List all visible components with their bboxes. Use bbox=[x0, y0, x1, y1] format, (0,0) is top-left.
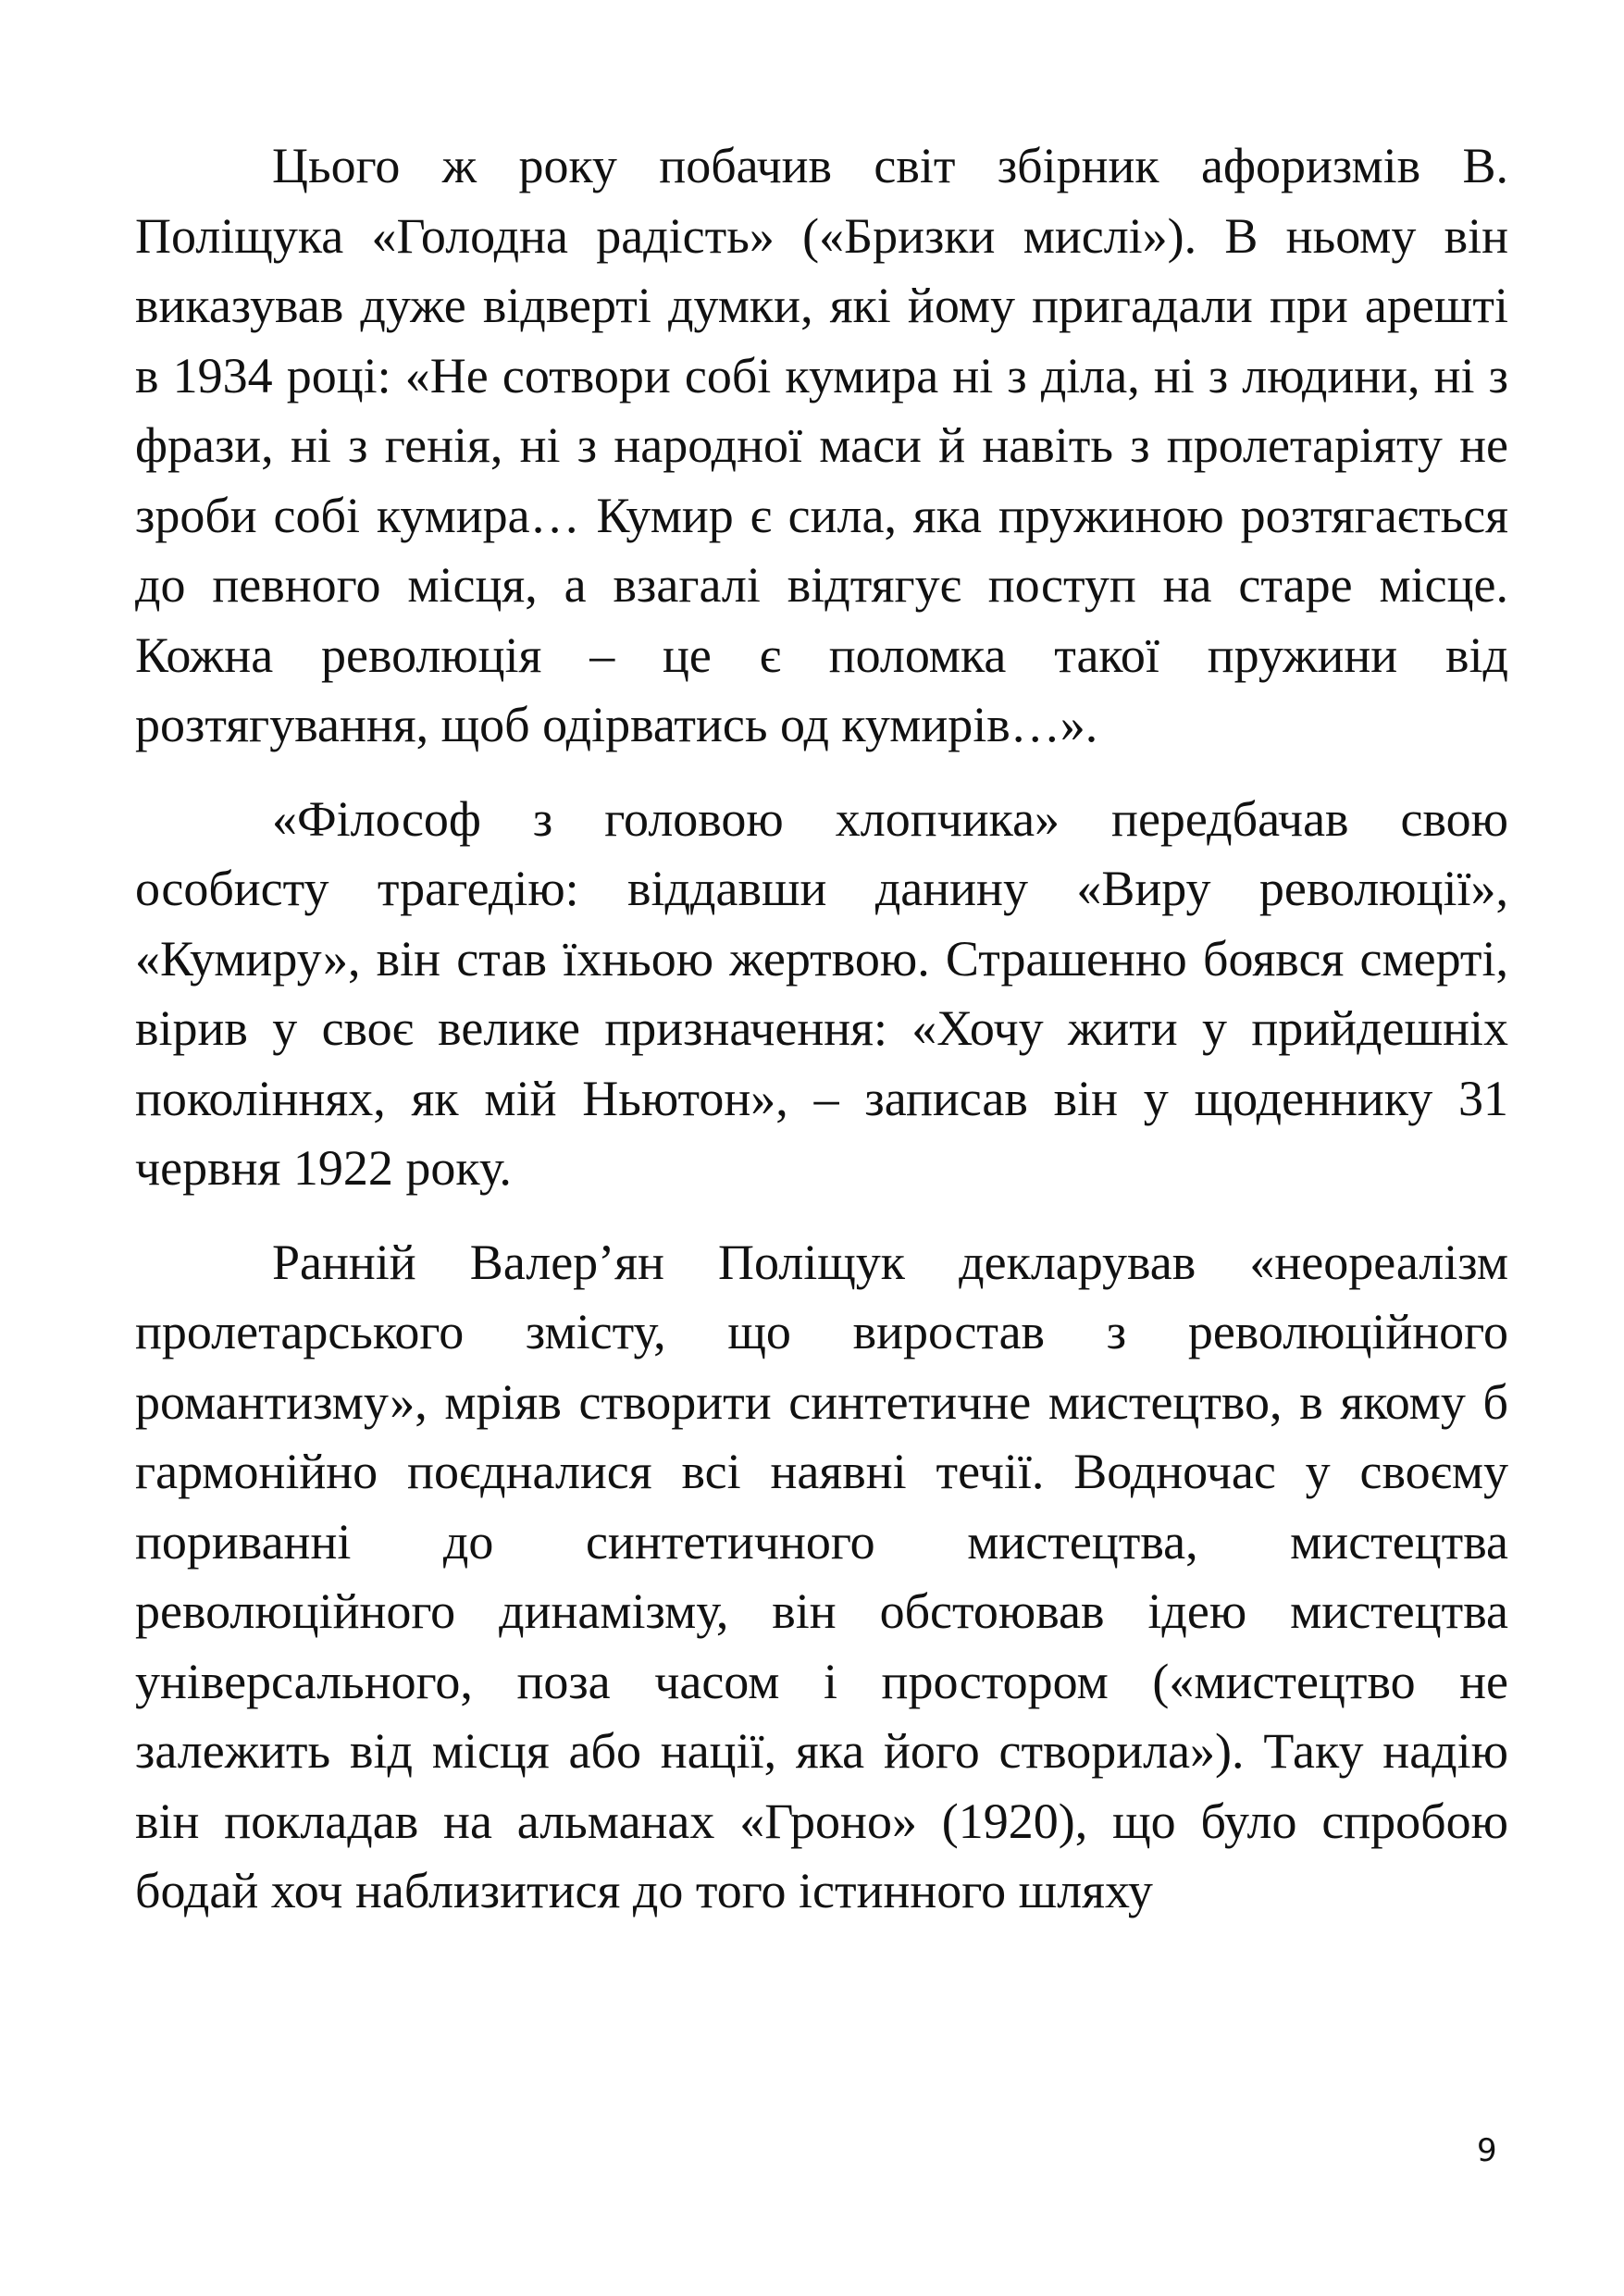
body-text bbox=[135, 131, 1508, 1927]
paragraph-3: Ранній Валер’ян Поліщук декларував «неореалізм пролетарського змісту, що виростав з революційного романтизму», мріяв створити синтетичне мистецтво, в якому б гармонійно поєдналися всі наявні течії. Водночас у своєму пориванні до синтетичного мистецтва, мистецтва революційного динамізму, він обстоював ідею мистецтва універсального, поза часом і простором («мистецтво не залежить від місця або нації, яка його створила»). Таку надію він покладав на альманах «Гроно» (1920), що було спробою бодай хоч наблизитися до того істинного шляху bbox=[135, 1234, 1508, 1918]
page-number: 9 bbox=[1477, 2132, 1497, 2169]
paragraph-2: «Філософ з головою хлопчика» передбачав свою особисту трагедію: віддавши данину «Виру революції», «Кумиру», він став їхньою жертвою. Страшенно боявся смерті, вірив у своє велике призначення: «Хочу жити у прийдешніх поколіннях, як мій Ньютон», – записав він у щоденнику 31 червня 1922 року. bbox=[135, 790, 1508, 1196]
paragraph-1: Цього ж року побачив світ збірник афоризмів В. Поліщука «Голодна радість» («Бризки мислі»). В ньому він виказував дуже відверті думки, які йому пригадали при арешті в 1934 році: «Не сотвори собі кумира ні з діла, ні з людини, ні з фрази, ні з генія, ні з народної маси й навіть з пролетаріяту не зроби собі кумира… Кумир є сила, яка пружиною розтягається до певного місця, а взагалі відтягує поступ на старе місце. Кожна революція – це є поломка такої пружини від розтягування, щоб одірватись од кумирів…». bbox=[135, 138, 1508, 752]
